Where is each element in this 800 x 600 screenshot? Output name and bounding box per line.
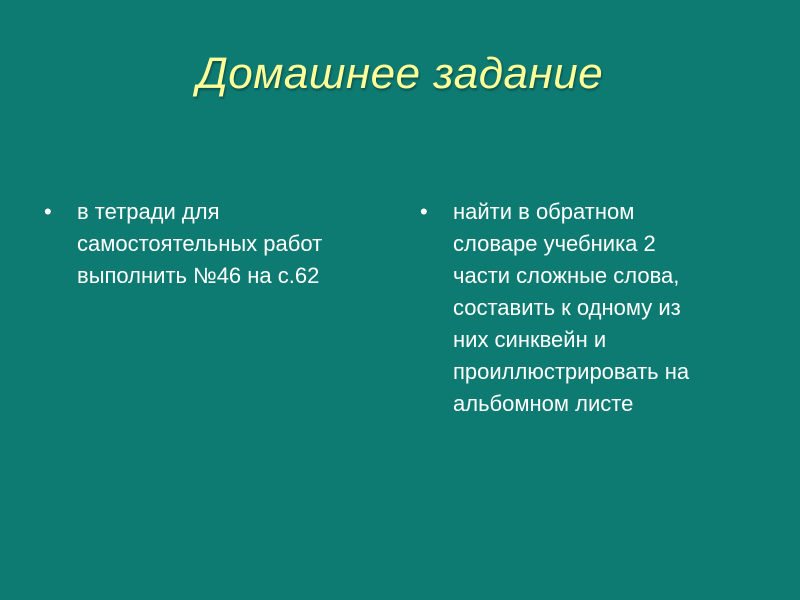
bullet-icon: • bbox=[420, 199, 428, 224]
bullet-icon: • bbox=[44, 199, 52, 224]
left-column bbox=[44, 196, 384, 292]
bullet-text-left: в тетради для самостоятельных работ выполнить №46 на с.62 bbox=[77, 199, 323, 288]
bullet-item-left bbox=[44, 196, 384, 292]
slide-title: Домашнее задание bbox=[196, 49, 604, 98]
right-column bbox=[420, 196, 760, 420]
bullet-item-right bbox=[420, 196, 760, 420]
bullet-text-right: найти в обратном словаре учебника 2 части сложные слова, составить к одному из них синквейн и проиллюстрировать на альбомном листе bbox=[453, 199, 690, 416]
